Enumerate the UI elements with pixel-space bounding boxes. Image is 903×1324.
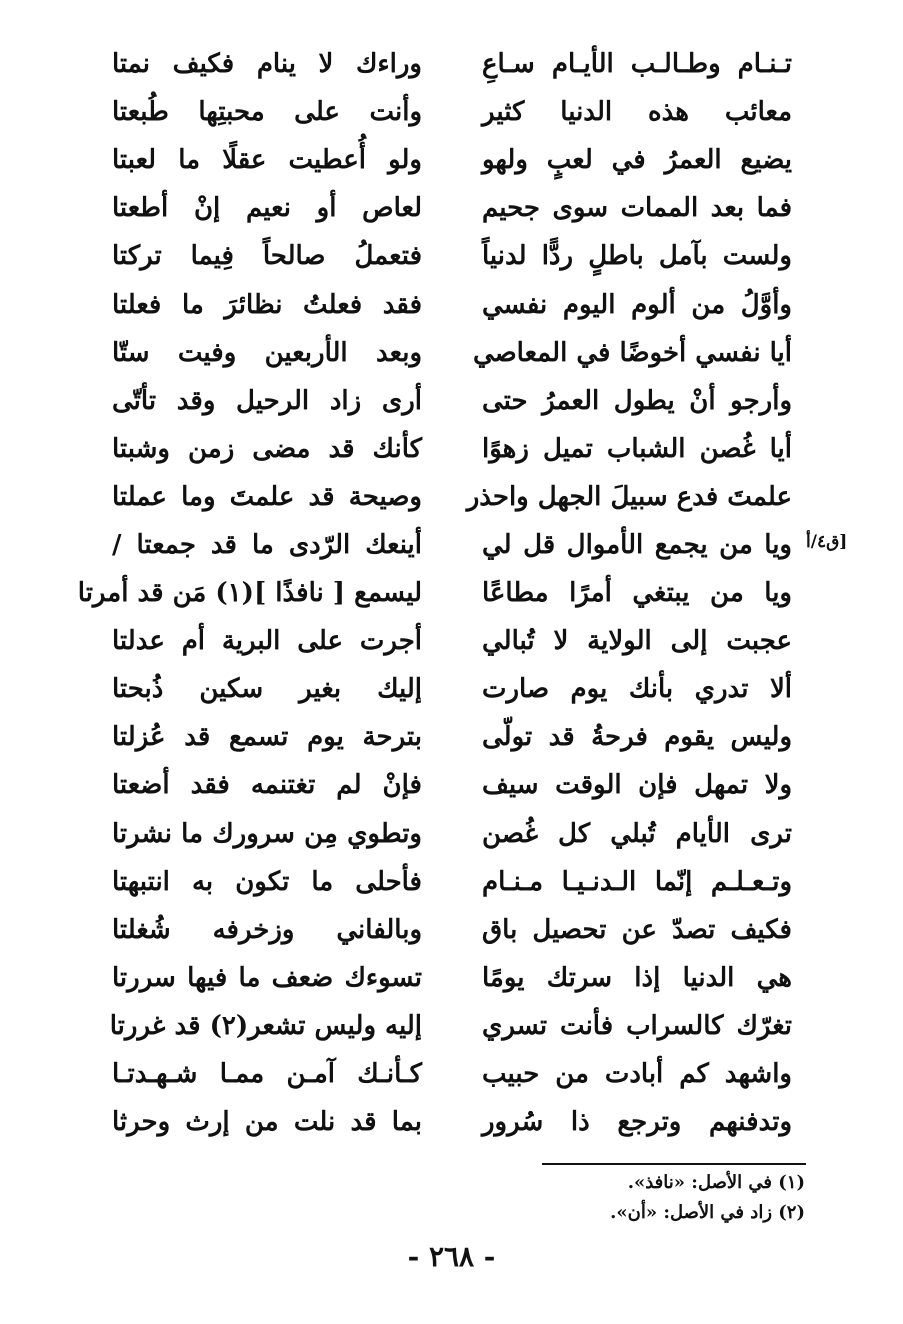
second-hemistich: وأنت على محبتِها طُبعتا xyxy=(112,97,422,128)
second-hemistich: فأحلى ما تكون به انتبهتا xyxy=(112,866,422,897)
second-hemistich: كـأنـك آمـن ممـا شـهـدتـا xyxy=(112,1059,422,1090)
first-hemistich: وتـعـلـم إنّما الـدنـيـا مـنـام xyxy=(482,866,792,897)
first-hemistich: تـنـام وطـالـب الأيـام سـاعِ xyxy=(482,49,792,80)
second-hemistich: تسوءك ضعف ما فيها سررتا xyxy=(112,962,422,993)
second-hemistich: وبالفاني وزخرفه شُغلتا xyxy=(112,914,422,945)
footnote-1: (١) في الأصل: «نافذ». xyxy=(627,1172,805,1193)
verse-line xyxy=(112,617,792,665)
second-hemistich: إليه وليس تشعر(٢) قد غررتا xyxy=(109,1010,422,1041)
second-hemistich: بترحة يوم تسمع قد عُزلتا xyxy=(112,722,422,753)
second-hemistich: وبعد الأربعين وفيت ستّا xyxy=(112,337,422,368)
second-hemistich: لعاص أو نعيم إنْ أطعتا xyxy=(112,193,422,224)
second-hemistich: ليسمع [ نافذًا ](١) مَن قد أمرتا xyxy=(77,578,422,609)
verse-line xyxy=(109,1002,792,1050)
page-number: - ٢٦٨ - xyxy=(407,1240,496,1273)
second-hemistich: فإنْ لم تغتنمه فقد أضعتا xyxy=(112,770,422,801)
verse-line xyxy=(112,425,792,473)
manuscript-folio-marker: [ق٤/أ xyxy=(806,532,848,552)
verse-line xyxy=(112,88,792,136)
verse-line xyxy=(112,473,792,521)
verse-line xyxy=(112,858,792,906)
first-hemistich: علمتَ فدع سبيلَ الجهل واحذر xyxy=(466,481,792,512)
second-hemistich: ولو أُعطيت عقلًا ما لعبتا xyxy=(112,145,422,176)
first-hemistich: معائب هذه الدنيا كثير xyxy=(482,97,792,128)
verse-line xyxy=(112,906,792,954)
first-hemistich: أيا نفسي أخوضًا في المعاصي xyxy=(472,337,792,368)
second-hemistich: فقد فعلتُ نظائرَ ما فعلتا xyxy=(112,289,422,320)
first-hemistich: عجبت إلى الولاية لا تُبالي xyxy=(482,626,792,657)
footnotes xyxy=(610,1168,805,1228)
second-hemistich: أرى زاد الرحيل وقد تأتّى xyxy=(112,385,422,416)
verse-line xyxy=(112,665,792,713)
verse-line xyxy=(77,569,792,617)
first-hemistich: ألا تدري بأنك يوم صارت xyxy=(482,674,792,705)
first-hemistich: تغرّك كالسراب فأنت تسري xyxy=(482,1010,792,1041)
verse-line xyxy=(112,40,792,88)
verse-line xyxy=(112,232,792,280)
first-hemistich: ويا من يجمع الأموال قل لي xyxy=(482,529,792,560)
footnote-2: (٢) زاد في الأصل: «أن». xyxy=(610,1202,805,1223)
first-hemistich: ترى الأيام تُبلي كل غُصن xyxy=(482,818,792,849)
verse-line xyxy=(112,329,792,377)
second-hemistich: وصيحة قد علمتَ وما عملتا xyxy=(112,481,422,512)
first-hemistich: يضيع العمرُ في لعبٍ ولهو xyxy=(482,145,792,176)
first-hemistich: ولا تمهل فإن الوقت سيف xyxy=(482,770,792,801)
verse-line xyxy=(112,136,792,184)
verse-line xyxy=(112,184,792,232)
verse-line xyxy=(112,280,792,328)
first-hemistich: ولست بآمل باطلٍ ردًّا لدنياً xyxy=(482,241,792,272)
first-hemistich: هي الدنيا إذا سرتك يومًا xyxy=(482,962,792,993)
verse-line xyxy=(112,713,792,761)
footnote-separator xyxy=(542,1163,806,1165)
verse-line xyxy=(112,1098,792,1146)
first-hemistich: ويا من يبتغي أمرًا مطاعًا xyxy=(482,578,792,609)
first-hemistich: وتدفنهم وترجع ذا سُرور xyxy=(482,1107,792,1138)
second-hemistich: أجرت على البرية أم عدلتا xyxy=(112,626,422,657)
verse-line xyxy=(112,1050,792,1098)
verse-line xyxy=(112,761,792,809)
second-hemistich: إليك بغير سكين ذُبحتا xyxy=(112,674,422,705)
verse-line xyxy=(112,810,792,858)
second-hemistich: كأنك قد مضى زمن وشبتا xyxy=(112,433,422,464)
second-hemistich: فتعملُ صالحاً فِيما تركتا xyxy=(112,241,422,272)
first-hemistich: وأوَّلُ من ألوم اليوم نفسي xyxy=(482,289,792,320)
first-hemistich: فما بعد الممات سوى جحيم xyxy=(482,193,792,224)
first-hemistich: أيا غُصن الشباب تميل زهوًا xyxy=(482,433,792,464)
first-hemistich: وأرجو أنْ يطول العمرُ حتى xyxy=(482,385,792,416)
second-hemistich: بما قد نلت من إرث وحرثا xyxy=(112,1107,422,1138)
second-hemistich: أينعك الرّدى ما قد جمعتا / xyxy=(112,529,422,560)
first-hemistich: واشهد كم أبادت من حبيب xyxy=(482,1059,792,1090)
poem-body xyxy=(77,40,792,1146)
verse-line xyxy=(112,377,792,425)
second-hemistich: وراءك لا ينام فكيف نمتا xyxy=(112,49,422,80)
second-hemistich: وتطوي مِن سرورك ما نشرتا xyxy=(112,818,422,849)
first-hemistich: وليس يقوم فرحةُ قد تولّى xyxy=(482,722,792,753)
verse-line xyxy=(112,521,792,569)
verse-line xyxy=(112,954,792,1002)
first-hemistich: فكيف تصدّ عن تحصيل باق xyxy=(482,914,792,945)
